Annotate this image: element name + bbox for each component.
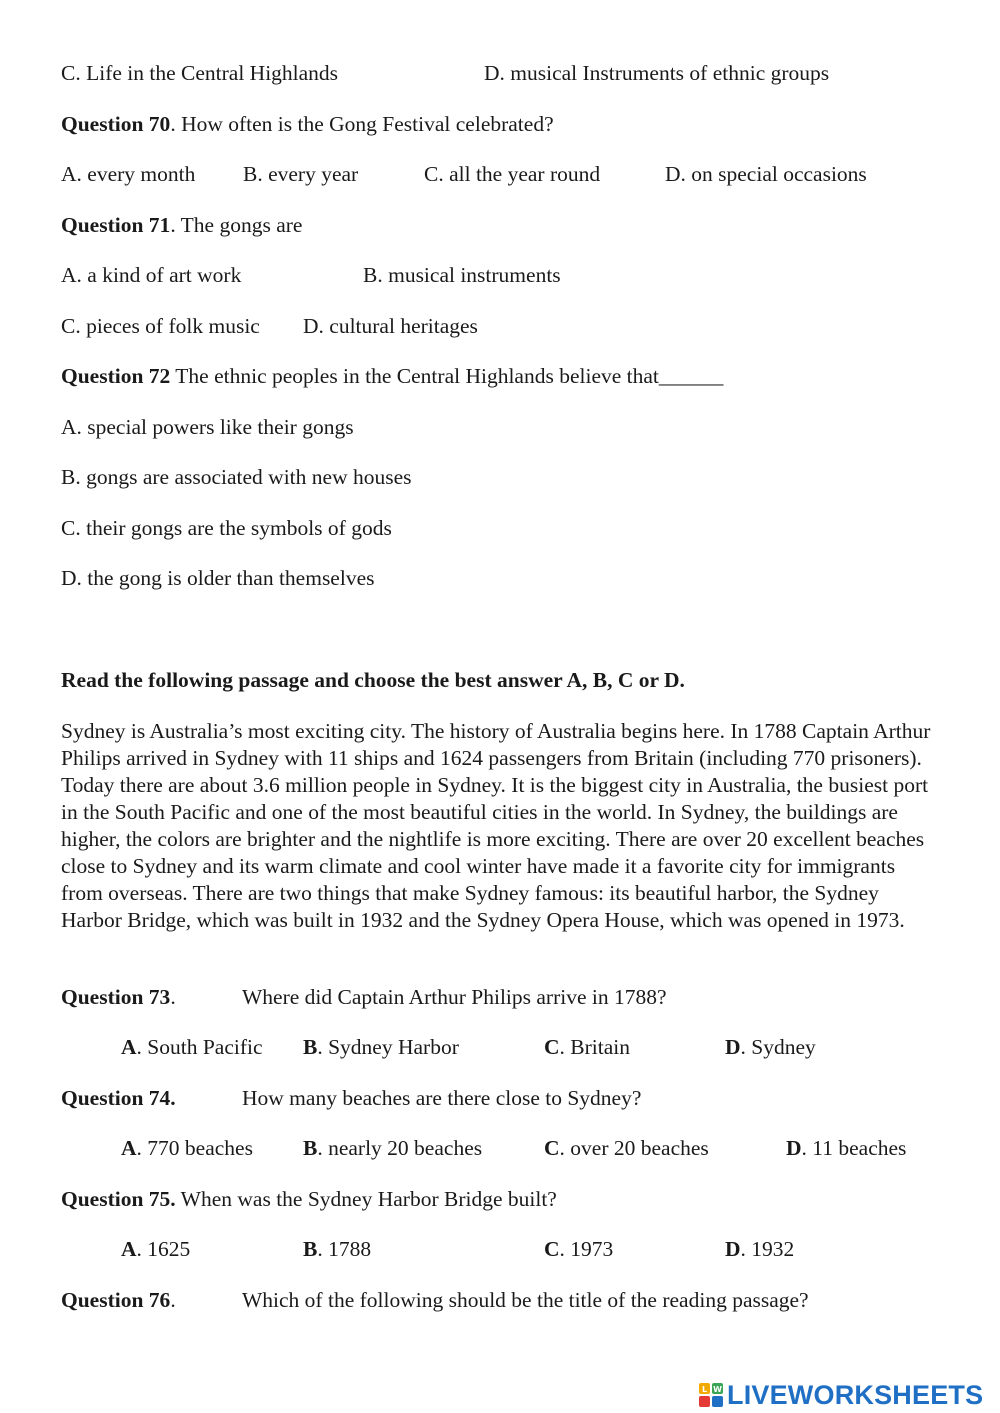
q75-option-d <box>725 1239 794 1261</box>
question-75 <box>61 1189 557 1211</box>
question-text: Which of the following should be the title of the reading passage? <box>242 1288 809 1312</box>
question-73 <box>61 987 176 1009</box>
q70-option-b: B. every year <box>243 162 359 186</box>
q72-option-a: A. special powers like their gongs <box>61 415 354 439</box>
question-label: Question 72 <box>61 364 171 388</box>
q73-option-a <box>121 1037 263 1059</box>
question-70 <box>61 114 554 136</box>
q69-option-c: C. Life in the Central Highlands <box>61 61 339 85</box>
option-letter: B <box>303 1237 318 1261</box>
q72-option-d: D. the gong is older than themselves <box>61 566 375 590</box>
q74-option-d <box>786 1138 906 1160</box>
question-dot: . <box>170 1288 176 1312</box>
option-letter: A <box>121 1136 137 1160</box>
q70-option-d: D. on special occasions <box>665 162 867 186</box>
q69-option-d: D. musical Instruments of ethnic groups <box>484 61 830 85</box>
question-71 <box>61 215 302 237</box>
option-letter: C <box>544 1136 560 1160</box>
question-72 <box>61 366 723 388</box>
question-label: Question 76 <box>61 1288 171 1312</box>
option-letter: A <box>121 1237 137 1261</box>
option-text: . 1788 <box>317 1237 372 1261</box>
svg-text:L: L <box>701 1385 708 1394</box>
option-text: . Britain <box>559 1035 630 1059</box>
option-letter: D <box>725 1035 741 1059</box>
liveworksheets-logo[interactable] <box>698 1380 983 1410</box>
q72-option-c: C. their gongs are the symbols of gods <box>61 516 392 540</box>
option-text: . over 20 beaches <box>559 1136 709 1160</box>
option-letter: A <box>121 1035 137 1059</box>
question-label: Question 70 <box>61 112 171 136</box>
option-text: . 11 beaches <box>801 1136 907 1160</box>
option-text: . Sydney Harbor <box>317 1035 459 1059</box>
q71-option-b: B. musical instruments <box>363 263 561 287</box>
q70-option-c: C. all the year round <box>424 162 601 186</box>
option-text: . Sydney <box>740 1035 816 1059</box>
option-text: . South Pacific <box>136 1035 263 1059</box>
option-text: . 770 beaches <box>136 1136 253 1160</box>
question-76 <box>61 1290 176 1312</box>
option-text: . 1625 <box>136 1237 191 1261</box>
option-letter: B <box>303 1035 318 1059</box>
option-letter: C <box>544 1035 560 1059</box>
q70-option-a: A. every month <box>61 162 196 186</box>
option-text: . 1973 <box>559 1237 614 1261</box>
option-text: . 1932 <box>740 1237 795 1261</box>
option-text: . nearly 20 beaches <box>317 1136 483 1160</box>
question-label: Question 71 <box>61 213 171 237</box>
q75-option-c <box>544 1239 613 1261</box>
q71-option-c: C. pieces of folk music <box>61 314 260 338</box>
q71-option-a: A. a kind of art work <box>61 263 242 287</box>
q75-option-b <box>303 1239 371 1261</box>
svg-text:W: W <box>713 1385 722 1394</box>
question-text: How many beaches are there close to Sydney? <box>242 1086 642 1110</box>
q74-option-a <box>121 1138 253 1160</box>
liveworksheets-logo-text: LIVEWORKSHEETS <box>727 1379 984 1410</box>
q73-option-b <box>303 1037 459 1059</box>
q73-option-d <box>725 1037 816 1059</box>
option-letter: B <box>303 1136 318 1160</box>
reading-passage: Sydney is Australia’s most exciting city. The history of Australia begins here. In 1788 Captain Arthur Philips arrived in Sydney with 11 ships and 1624 passengers from Britain (including 770 prisoners). Today there are about 3.6 million people in Sydney. It is the biggest city in Australia, the busiest port in the South Pacific and one of the most beautiful cities in the world. In Sydney, the buildings are higher, the colors are brighter and the nightlife is more exciting. There are over 20 excellent beaches close to Sydney and its warm climate and cool winter have made it a favorite city for immigrants from overseas. There are two things that make Sydney famous: its beautiful harbor, the Sydney Harbor Bridge, which was built in 1932 and the Sydney Opera House, which was opened in 1973. <box>61 719 931 932</box>
q72-option-b: B. gongs are associated with new houses <box>61 465 412 489</box>
question-text: . How often is the Gong Festival celebrated? <box>170 112 554 136</box>
reading-instruction: Read the following passage and choose the best answer A, B, C or D. <box>61 668 685 692</box>
question-text: Where did Captain Arthur Philips arrive in 1788? <box>242 985 667 1009</box>
q74-option-c <box>544 1138 709 1160</box>
q73-option-c <box>544 1037 630 1059</box>
question-text: . The gongs are <box>170 213 303 237</box>
question-text: The ethnic peoples in the Central Highlands believe that______ <box>170 364 724 388</box>
option-letter: D <box>725 1237 741 1261</box>
question-label: Question 75. <box>61 1187 176 1211</box>
question-label: Question 73 <box>61 985 171 1009</box>
q74-option-b <box>303 1138 482 1160</box>
option-letter: D <box>786 1136 802 1160</box>
q71-option-d: D. cultural heritages <box>303 314 478 338</box>
question-text: When was the Sydney Harbor Bridge built? <box>175 1187 557 1211</box>
question-74-label: Question 74. <box>61 1086 176 1110</box>
liveworksheets-logo-icon <box>698 1382 724 1408</box>
option-letter: C <box>544 1237 560 1261</box>
q75-option-a <box>121 1239 190 1261</box>
question-dot: . <box>170 985 176 1009</box>
